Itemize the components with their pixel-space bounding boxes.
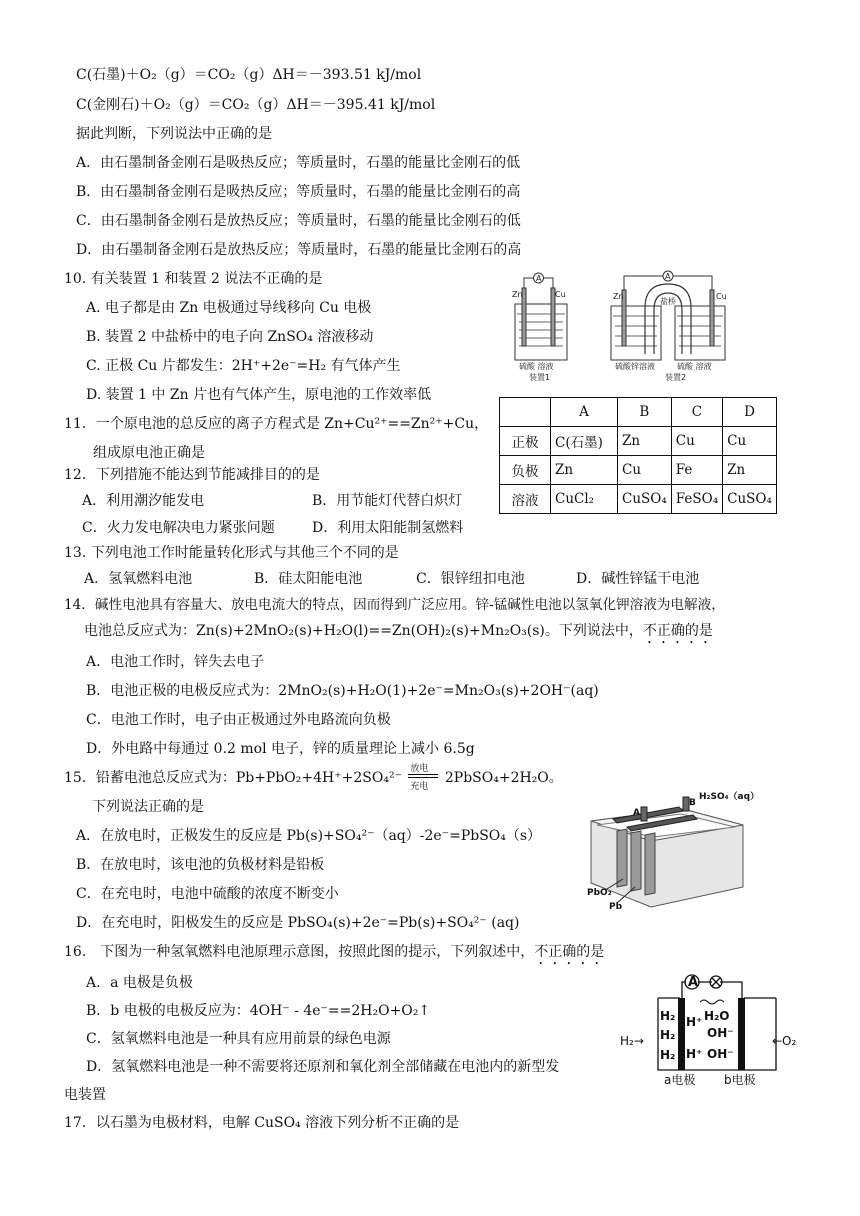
q16-o2-inlet: ←O₂ [772,1034,797,1048]
table-header-c: C [671,398,722,427]
table-cell: Fe [671,456,722,485]
q10-option-d: D. 装置 1 中 Zn 片也有气体产生，原电池的工作效率低 [86,387,432,403]
q16-a-electrode-label: a电极 [664,1073,696,1087]
table-cell: CuSO₄ [618,485,672,514]
q16-stem [64,943,604,968]
q11-stem: 11．一个原电池的总反应的离子方程式是 Zn+Cu²⁺==Zn²⁺+Cu， [64,416,489,432]
table-cell: CuSO₄ [723,485,777,514]
electrode-b [738,998,745,1070]
q15-equation-right: 2PbSO₄+2H₂O。 [444,770,563,786]
q16-option-d: D．氢氧燃料电池是一种不需要将还原剂和氧化剂全部储藏在电池内的新型发 [86,1059,560,1075]
q15-option-a: A．在放电时，正极发生的反应是 Pb(s)+SO₄²⁻（aq）-2e⁻=PbSO₄（s） [76,828,542,844]
q13-option-d: D．碱性锌锰干电池 [576,571,700,587]
row-label-positive: 正极 [500,427,551,456]
q9-equation-2: C(金刚石)＋O₂（g）＝CO₂（g）ΔH＝－395.41 kJ/mol [76,97,436,113]
table-cell: Cu [618,456,672,485]
q12-option-c: C．火力发电解决电力紧张问题 [82,520,275,536]
q15-stem-2: 下列说法正确的是 [92,799,204,815]
q10-meter-label-2: A [665,272,671,281]
q16-hplus-1: H⁺ [686,1015,703,1029]
q9-option-c: C．由石墨制备金刚石是放热反应；等质量时，石墨的能量比金刚石的低 [76,213,521,229]
q16-h2-3: H₂ [660,1048,676,1062]
q12-option-b: B．用节能灯代替白炽灯 [312,493,463,509]
q16-b-electrode-label: b电极 [724,1073,756,1087]
q10-caption-1: 装置1 [529,373,551,382]
q15-battery-figure [583,791,760,912]
q11-options-table [499,397,777,514]
q15-label-pbo2: PbO₂ [587,888,612,898]
table-cell [500,398,551,427]
q15-arrow-bottom-label: 充电 [410,782,429,792]
q14-option-d: D．外电路中每通过 0.2 mol 电子，锌的质量理论上减小 6.5g [86,741,475,757]
q16-option-a: A．a 电极是负极 [86,975,193,991]
q14-stem-1: 14．碱性电池具有容量大、放电电流大的特点，因而得到广泛应用。锌-锰碱性电池以氢氧化钾溶液为电解液， [64,597,725,613]
q13-stem: 13. 下列电池工作时能量转化形式与其他三个不同的是 [64,545,399,561]
q16-fuel-cell-figure [612,966,812,1090]
q9-stem: 据此判断，下列说法中正确的是 [76,126,272,142]
q12-option-a: A．利用潮汐能发电 [82,493,205,509]
table-cell: C(石墨) [551,427,618,456]
table-cell: Zn [618,427,672,456]
q16-ammeter-label: A [688,975,699,990]
q14-option-a: A．电池工作时，锌失去电子 [86,654,265,670]
q14-stem-2-text: 电池总反应式为：Zn(s)+2MnO₂(s)+H₂O(l)==Zn(OH)₂(s)+Mn₂O₃(s)。下列说法中， [84,623,643,639]
q10-cu-label-2: Cu [716,292,727,301]
q10-solution-label-2a: 硫酸锌溶液 [615,362,655,371]
q9-equation-1: C(石墨)＋O₂（g）＝CO₂（g）ΔH＝－393.51 kJ/mol [76,67,422,83]
q15-option-d: D．在充电时，阳极发生的反应是 PbSO₄(s)+2e⁻=Pb(s)+SO₄²⁻ (aq) [76,915,520,931]
q10-solution-label-2b: 硫酸 溶液 [677,362,712,371]
q10-option-a: A. 电子都是由 Zn 电极通过导线移向 Cu 电极 [86,300,372,316]
q15-option-b: B．在放电时，该电池的负极材料是铅板 [76,857,325,873]
q13-option-c: C．银锌纽扣电池 [416,571,525,587]
row-label-solution: 溶液 [500,485,551,514]
q10-meter-label-1: A [536,274,542,283]
q14-emphasis-not-correct: 不正确的是 [642,623,713,639]
q16-h2-inlet: H₂→ [620,1034,644,1048]
q10-stem: 10. 有关装置 1 和装置 2 说法不正确的是 [64,271,323,287]
q10-zn-label-2: Zn [613,292,624,301]
q16-h2-1: H₂ [660,1009,676,1023]
q14-option-b: B．电池正极的电极反应式为：2MnO₂(s)+H₂O(1)+2e⁻=Mn₂O₃(s)+2OH⁻(aq) [86,683,599,699]
electrode-a [678,998,685,1070]
table-cell: Zn [723,456,777,485]
q16-hplus-2: H⁺ [686,1047,703,1061]
q13-option-a: A．氢氧燃料电池 [84,571,193,587]
q15-label-a: A [633,808,640,818]
q10-option-b: B. 装置 2 中盐桥中的电子向 ZnSO₄ 溶液移动 [86,329,374,345]
table-cell: CuCl₂ [551,485,618,514]
q15-label-b: B [689,798,696,808]
q13-option-b: B．硅太阳能电池 [254,571,363,587]
q16-oh-2: OH⁻ [707,1047,734,1061]
q15-arrow-line-top [408,774,438,775]
table-header-d: D [723,398,777,427]
table-cell: Cu [723,427,777,456]
q16-emphasis-not-correct: 不正确的是 [534,944,605,960]
q14-stem-2 [84,622,713,647]
table-header-b: B [618,398,672,427]
table-cell: Zn [551,456,618,485]
table-cell: Cu [671,427,722,456]
q10-cu-label-1: Cu [555,290,566,299]
q12-stem: 12．下列措施不能达到节能减排目的的是 [64,467,320,483]
table-cell: FeSO₄ [671,485,722,514]
q15-stem [64,764,563,792]
q16-option-b: B．b 电极的电极反应为：4OH⁻ - 4e⁻==2H₂O+O₂↑ [86,1003,431,1019]
q10-zn-label-1: Zn [512,290,523,299]
q10-salt-bridge-label: 盐桥 [660,297,676,306]
table-row [500,398,777,427]
q16-h2o: H₂O [704,1009,730,1023]
q11-stem-2: 组成原电池正确是 [93,445,205,461]
q15-equation-left: 15．铅蓄电池总反应式为：Pb+PbO₂+4H⁺+2SO₄²⁻ [64,770,402,786]
q17-stem: 17．以石墨为电极材料，电解 CuSO₄ 溶液下列分析不正确的是 [64,1115,460,1131]
table-row [500,485,777,514]
q16-h2-2: H₂ [660,1028,676,1042]
q12-option-d: D．利用太阳能制氢燃料 [312,520,464,536]
q14-option-c: C．电池工作时，电子由正极通过外电路流向负极 [86,712,391,728]
q10-apparatus-figure [505,268,735,384]
q15-reversible-arrow [406,764,440,792]
q16-option-d-cont: 电装置 [64,1087,106,1103]
q15-label-acid: H₂SO₄（aq） [699,792,760,802]
q10-option-c: C. 正极 Cu 片都发生：2H⁺+2e⁻=H₂ 有气体产生 [86,358,401,374]
q10-solution-label-1: 硫酸 溶液 [519,362,554,371]
q10-caption-2: 装置2 [665,373,687,382]
table-row [500,427,777,456]
q15-label-pb: Pb [609,902,623,912]
q9-option-b: B．由石墨制备金刚石是吸热反应；等质量时，石墨的能量比金刚石的高 [76,184,521,200]
q16-option-c: C．氢氧燃料电池是一种具有应用前景的绿色电源 [86,1031,391,1047]
table-row [500,456,777,485]
table-header-a: A [551,398,618,427]
q9-option-d: D．由石墨制备金刚石是放热反应；等质量时，石墨的能量比金刚石的高 [76,242,522,258]
q16-stem-text: 16. 下图为一种氢氧燃料电池原理示意图，按照此图的提示，下列叙述中， [64,944,535,960]
q9-option-a: A．由石墨制备金刚石是吸热反应；等质量时，石墨的能量比金刚石的低 [76,155,521,171]
q15-arrow-top-label: 放电 [410,764,429,774]
q16-oh-1: OH⁻ [707,1026,734,1040]
row-label-negative: 负极 [500,456,551,485]
q15-option-c: C．在充电时，电池中硫酸的浓度不断变小 [76,886,339,902]
